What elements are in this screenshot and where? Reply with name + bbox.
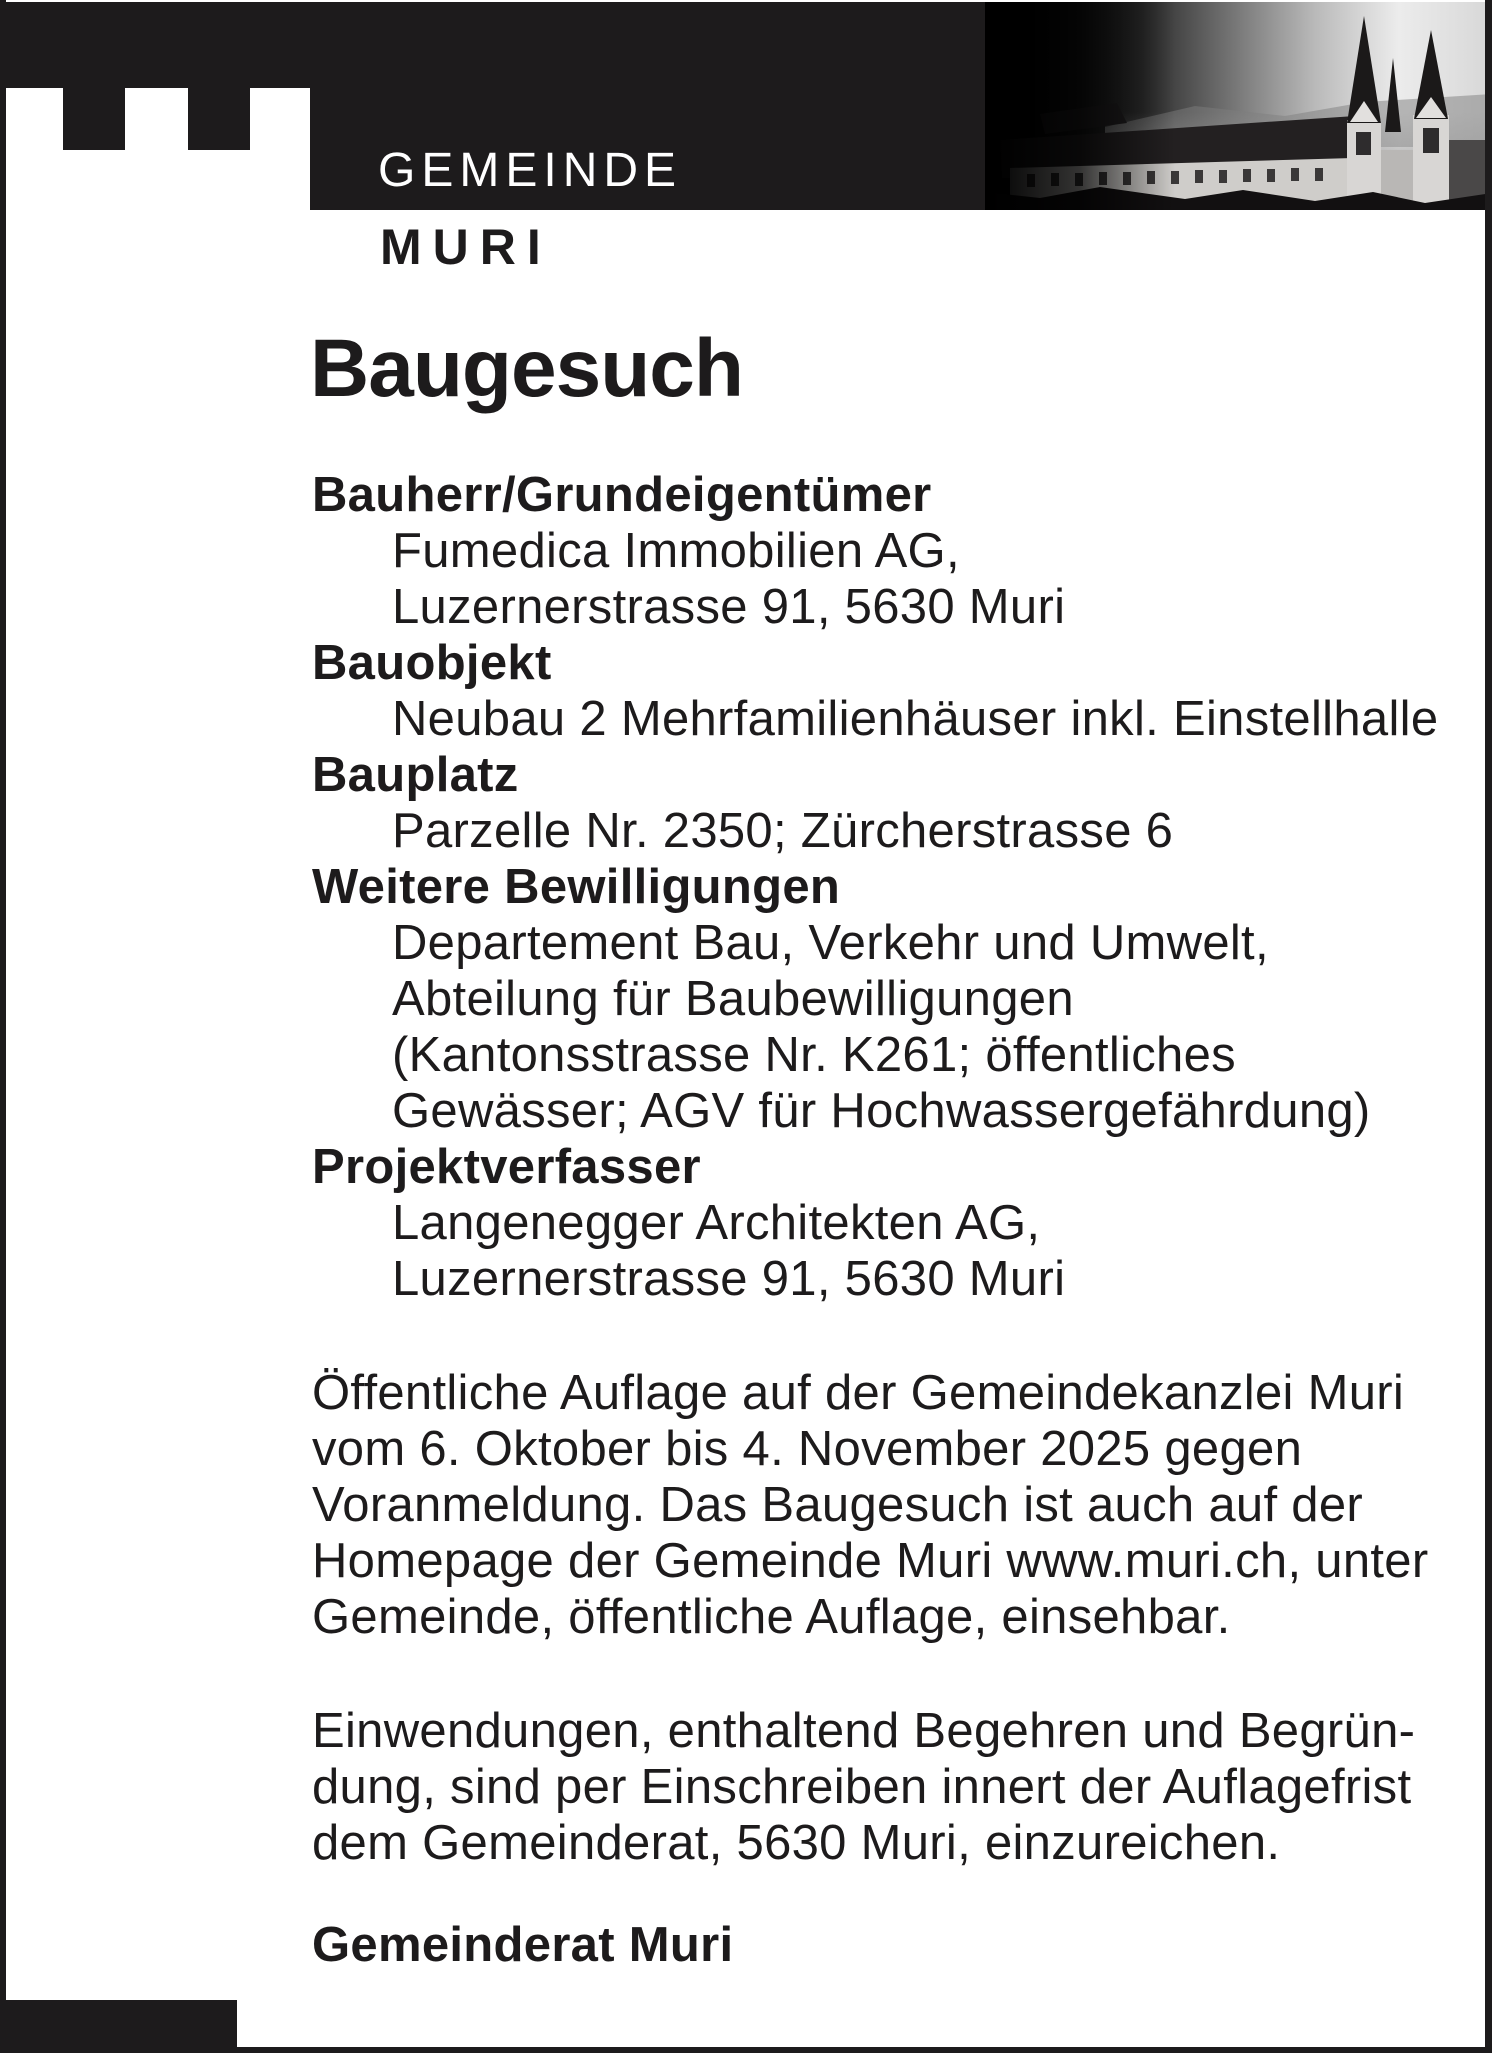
crenellation-merlon <box>63 88 125 150</box>
notice-section <box>312 635 1488 747</box>
section-label: Bauobjekt <box>312 636 552 690</box>
notice-body <box>312 467 1488 1973</box>
section-line: Parzelle Nr. 2350; Zürcherstrasse 6 <box>392 804 1174 858</box>
paragraph-line: Gemeinde, öffentliche Auflage, einsehbar. <box>312 1590 1231 1644</box>
paragraph-line: Öffentliche Auflage auf der Gemeindekanzlei Muri <box>312 1366 1405 1420</box>
paragraph-line: dung, sind per Einschreiben innert der Auflagefrist <box>312 1760 1412 1814</box>
page-title: Baugesuch <box>310 323 743 414</box>
section-label: Bauherr/Grundeigentümer <box>312 468 932 522</box>
section-label: Bauplatz <box>312 748 519 802</box>
section-label: Projektverfasser <box>312 1140 701 1194</box>
right-border <box>1485 0 1492 2053</box>
paragraph-line: Voranmeldung. Das Baugesuch ist auch auf der <box>312 1478 1364 1532</box>
muri-monastery-photo <box>985 2 1492 210</box>
org-name-line1: GEMEINDE <box>378 144 683 197</box>
notice-section <box>312 859 1488 1139</box>
section-line: Luzernerstrasse 91, 5630 Muri <box>392 580 1066 634</box>
section-line: Luzernerstrasse 91, 5630 Muri <box>392 1252 1066 1306</box>
notice-section <box>312 1139 1488 1307</box>
paragraph-line: vom 6. Oktober bis 4. November 2025 gegen <box>312 1422 1303 1476</box>
notice-section <box>312 747 1488 859</box>
section-line: Neubau 2 Mehrfamilienhäuser inkl. Einstellhalle <box>392 692 1439 746</box>
section-label: Weitere Bewilligungen <box>312 860 841 914</box>
section-line: Langenegger Architekten AG, <box>392 1196 1041 1250</box>
signature: Gemeinderat Muri <box>312 1918 734 1972</box>
section-line: (Kantonsstrasse Nr. K261; öffentliches <box>392 1028 1236 1082</box>
section-line: Gewässer; AGV für Hochwassergefährdung) <box>392 1084 1371 1138</box>
section-line: Fumedica Immobilien AG, <box>392 524 960 578</box>
bottom-left-black-bar <box>0 2000 237 2053</box>
notice-paragraph <box>312 1703 1488 1871</box>
paragraph-line: Einwendungen, enthaltend Begehren und Begrün- <box>312 1704 1416 1758</box>
section-line: Abteilung für Baubewilligungen <box>392 972 1074 1026</box>
left-border <box>0 0 6 2050</box>
crenellation-merlon <box>188 88 250 150</box>
paragraph-line: Homepage der Gemeinde Muri www.muri.ch, unter <box>312 1534 1429 1588</box>
section-line: Departement Bau, Verkehr und Umwelt, <box>392 916 1269 970</box>
notice-paragraph <box>312 1365 1488 1645</box>
org-name-line2: MURI <box>380 219 552 275</box>
notice-section <box>312 467 1488 635</box>
paragraph-line: dem Gemeinderat, 5630 Muri, einzureichen. <box>312 1816 1281 1870</box>
